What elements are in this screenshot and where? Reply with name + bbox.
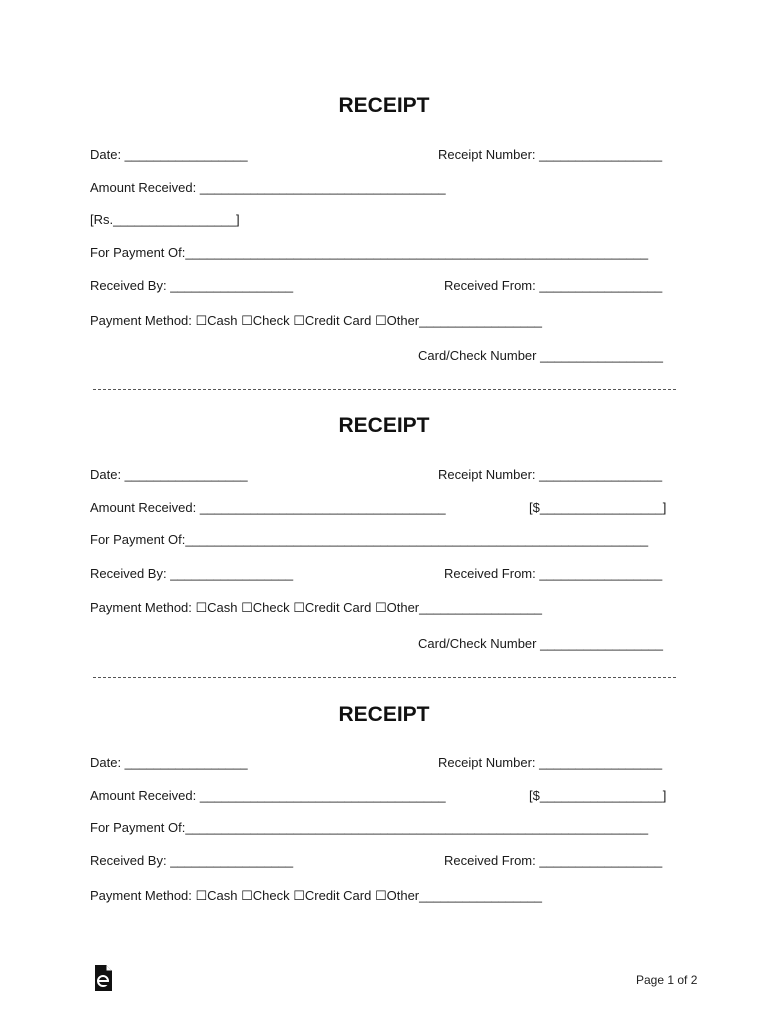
cut-line-separator xyxy=(93,389,676,390)
payment-method-field: Payment Method: ☐Cash ☐Check ☐Credit Card ☐Other_________________ xyxy=(90,313,543,328)
eforms-logo-icon xyxy=(93,964,113,992)
date-field: Date: _________________ xyxy=(90,755,248,770)
card-check-number-field: Card/Check Number _________________ xyxy=(418,348,664,363)
received-from-field: Received From: _________________ xyxy=(444,278,663,293)
receipt-number-field: Receipt Number: _________________ xyxy=(438,147,663,162)
card-check-number-field: Card/Check Number _________________ xyxy=(418,636,664,651)
received-by-field: Received By: _________________ xyxy=(90,566,294,581)
received-by-field: Received By: _________________ xyxy=(90,853,294,868)
amount-received-field: Amount Received: __________________________________ xyxy=(90,788,446,803)
received-from-field: Received From: _________________ xyxy=(444,566,663,581)
amount-received-field: Amount Received: __________________________________ xyxy=(90,500,446,515)
received-by-field: Received By: _________________ xyxy=(90,278,294,293)
amount-received-field: Amount Received: __________________________________ xyxy=(90,180,446,195)
amount-box: [Rs._________________] xyxy=(90,212,240,227)
receipt-title: RECEIPT xyxy=(338,414,430,437)
for-payment-of-field: For Payment Of:________________________________________________________________ xyxy=(90,532,649,547)
amount-box: [$_________________] xyxy=(529,500,667,515)
for-payment-of-field: For Payment Of:________________________________________________________________ xyxy=(90,820,649,835)
payment-method-field: Payment Method: ☐Cash ☐Check ☐Credit Card ☐Other_________________ xyxy=(90,888,543,903)
receipt-number-field: Receipt Number: _________________ xyxy=(438,755,663,770)
received-from-field: Received From: _________________ xyxy=(444,853,663,868)
date-field: Date: _________________ xyxy=(90,467,248,482)
amount-box: [$_________________] xyxy=(529,788,667,803)
cut-line-separator xyxy=(93,677,676,678)
receipt-number-field: Receipt Number: _________________ xyxy=(438,467,663,482)
receipt-title: RECEIPT xyxy=(338,703,430,726)
page-number: Page 1 of 2 xyxy=(636,973,698,987)
for-payment-of-field: For Payment Of:________________________________________________________________ xyxy=(90,245,649,260)
receipt-title: RECEIPT xyxy=(338,94,430,117)
date-field: Date: _________________ xyxy=(90,147,248,162)
payment-method-field: Payment Method: ☐Cash ☐Check ☐Credit Card ☐Other_________________ xyxy=(90,600,543,615)
